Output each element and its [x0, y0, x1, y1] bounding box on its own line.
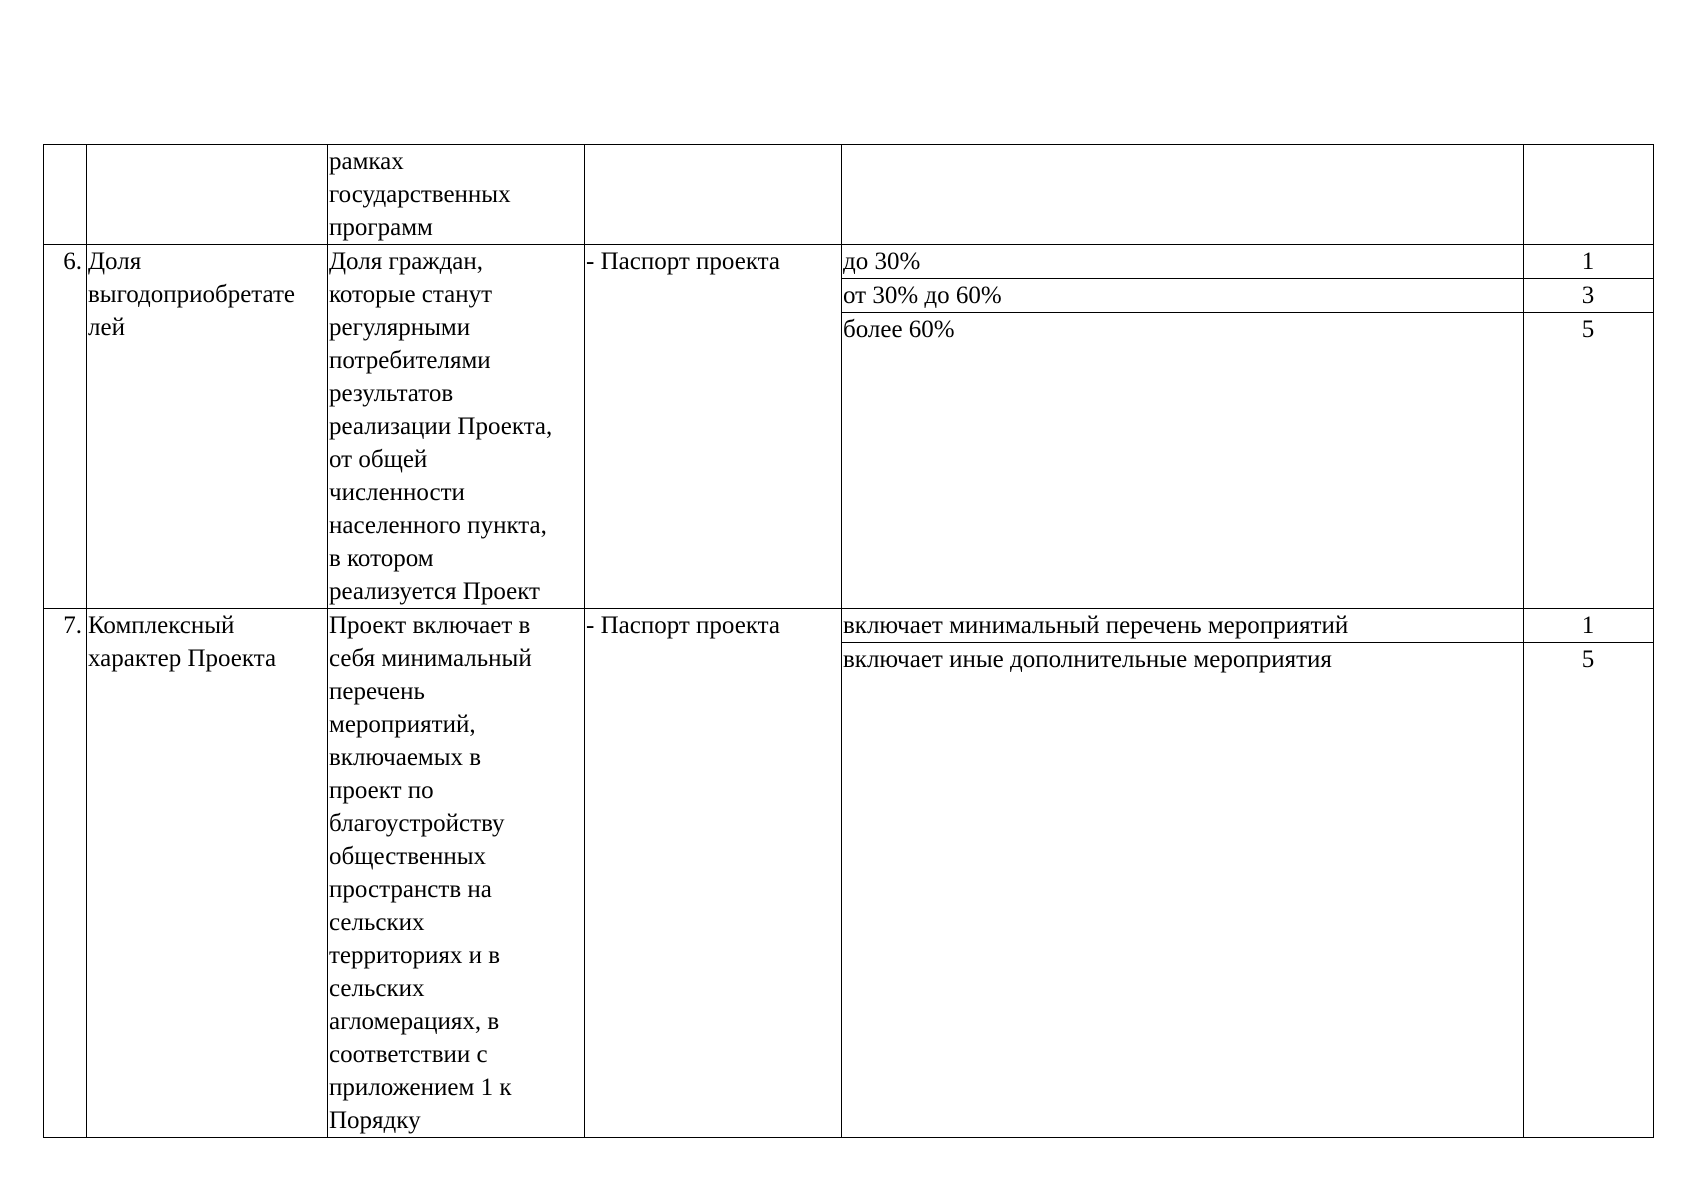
- description-line: результатов: [329, 380, 454, 407]
- source-cell: [585, 145, 842, 245]
- description-line: мероприятий,: [329, 711, 476, 738]
- criterion-cell: [87, 145, 328, 245]
- score-cell: [1524, 145, 1654, 245]
- description-line: рамках: [329, 148, 404, 175]
- description-line: агломерациях, в: [329, 1008, 500, 1035]
- option-cell: более 60%: [842, 313, 1524, 609]
- description-line: соответствии с: [329, 1041, 488, 1068]
- table-row: [44, 245, 1654, 279]
- description-line: регулярными: [329, 314, 471, 341]
- source-cell: - Паспорт проекта: [585, 609, 842, 1138]
- description-cell: [328, 609, 585, 1138]
- description-line: в котором: [329, 545, 434, 572]
- table-row-continuation: [44, 145, 1654, 245]
- description-line: сельских: [329, 909, 425, 936]
- table-row: [44, 609, 1654, 643]
- criteria-table: [43, 144, 1654, 1138]
- description-cell: [328, 145, 585, 245]
- criterion-cell: [87, 609, 328, 1138]
- description-line: общественных: [329, 843, 487, 870]
- score-cell: 5: [1524, 313, 1654, 609]
- row-number: 7.: [44, 609, 87, 1138]
- option-cell: включает иные дополнительные мероприятия: [842, 643, 1524, 1138]
- criterion-line: выгодоприобретате: [88, 281, 296, 308]
- description-line: приложением 1 к: [329, 1074, 512, 1101]
- row-number: 6.: [44, 245, 87, 609]
- description-line: включаемых в: [329, 744, 482, 771]
- description-line: сельских: [329, 975, 425, 1002]
- description-line: перечень: [329, 678, 425, 705]
- description-line: потребителями: [329, 347, 491, 374]
- description-line: программ: [329, 214, 433, 241]
- score-cell: 1: [1524, 245, 1654, 279]
- description-line: Порядку: [329, 1107, 421, 1134]
- score-cell: 5: [1524, 643, 1654, 1138]
- description-line: Проект включает в: [329, 612, 531, 639]
- num-cell: [44, 145, 87, 245]
- option-cell: включает минимальный перечень мероприятий: [842, 609, 1524, 643]
- criterion-line: лей: [88, 314, 125, 341]
- source-cell: - Паспорт проекта: [585, 245, 842, 609]
- description-cell: [328, 245, 585, 609]
- description-line: от общей: [329, 446, 428, 473]
- description-line: Доля граждан,: [329, 248, 484, 275]
- description-line: проект по: [329, 777, 434, 804]
- description-line: численности: [329, 479, 465, 506]
- description-line: государственных: [329, 181, 511, 208]
- criterion-line: Доля: [88, 248, 142, 275]
- description-line: себя минимальный: [329, 645, 532, 672]
- description-line: благоустройству: [329, 810, 505, 837]
- option-cell: [842, 145, 1524, 245]
- description-line: которые станут: [329, 281, 493, 308]
- description-line: реализации Проекта,: [329, 413, 553, 440]
- description-line: реализуется Проект: [329, 578, 540, 605]
- criterion-line: Комплексный: [88, 612, 235, 639]
- score-cell: 3: [1524, 279, 1654, 313]
- option-cell: до 30%: [842, 245, 1524, 279]
- description-line: пространств на: [329, 876, 492, 903]
- criterion-cell: [87, 245, 328, 609]
- description-line: населенного пункта,: [329, 512, 547, 539]
- score-cell: 1: [1524, 609, 1654, 643]
- description-line: территориях и в: [329, 942, 501, 969]
- option-cell: от 30% до 60%: [842, 279, 1524, 313]
- criterion-line: характер Проекта: [88, 645, 277, 672]
